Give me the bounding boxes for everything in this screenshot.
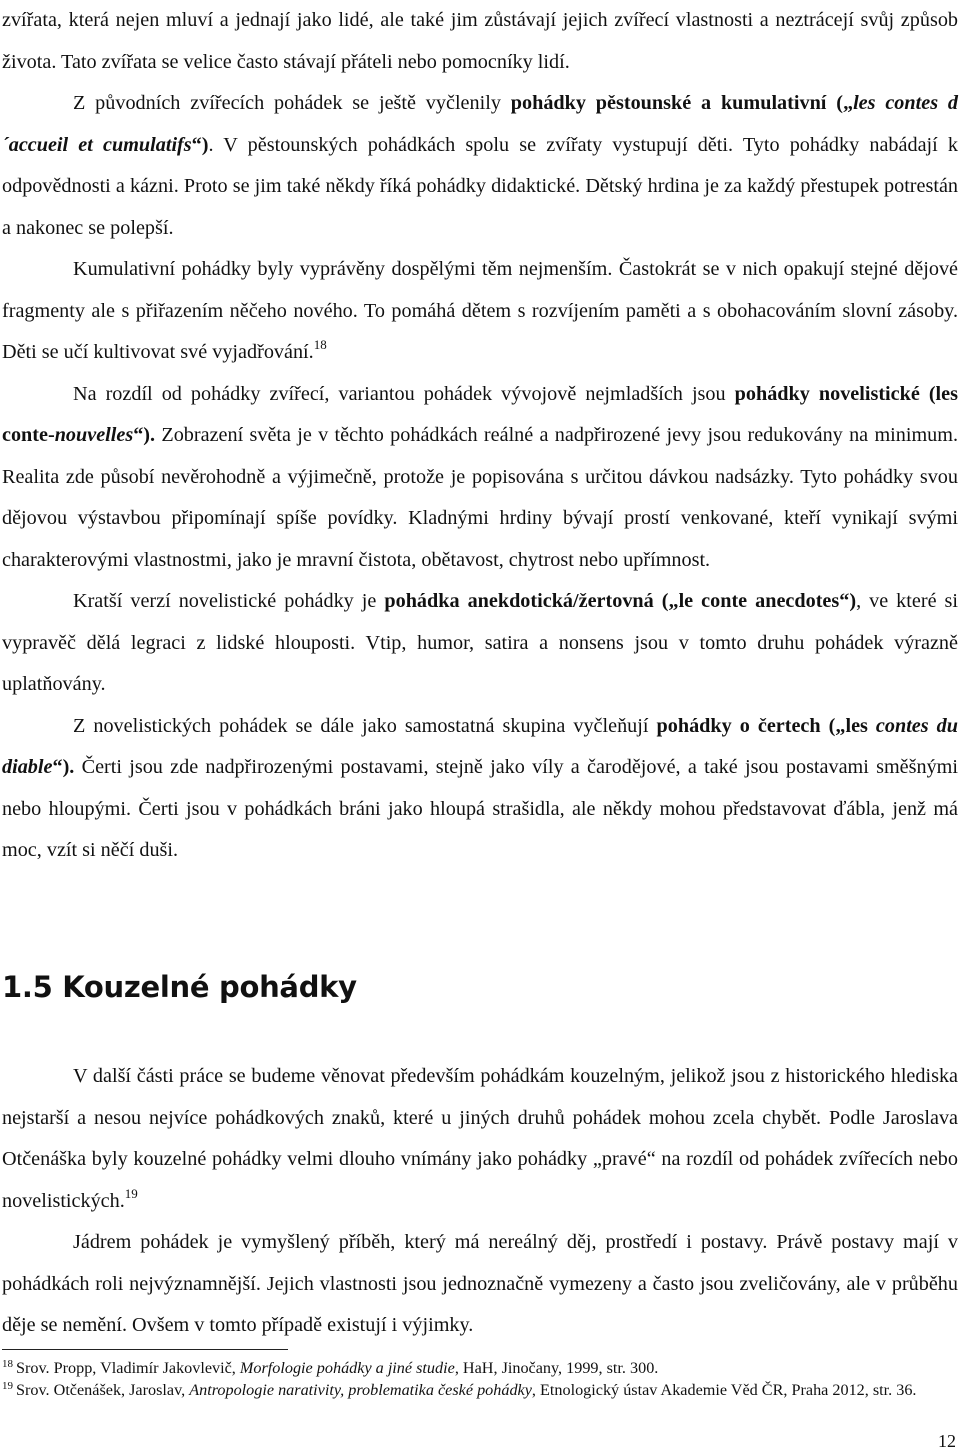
footnote-title: Antropologie narativity, problematika české pohádky bbox=[189, 1381, 532, 1399]
paragraph: zvířata, která nejen mluví a jednají jako lidé, ale také jim zůstávají jejich zvířecí vlastnosti a neztrácejí svůj způsob života. Tato zvířata se velice často stávají přáteli nebo pomocníky lidí. bbox=[2, 9, 958, 73]
footnote: $^{18}$ Srov. Propp, Vladimír Jakovlevič, Morfologie pohádky a jiné studie, HaH, Jinočany, 1999, str. 300. bbox=[2, 1358, 659, 1377]
footnotes bbox=[2, 1357, 958, 1401]
footnote: $^{19}$ Srov. Otčenášek, Jaroslav, Antropologie narativity, problematika české pohádky, Etnologický ústav Akademie Věd ČR, Praha 2012, str. 36. bbox=[2, 1380, 917, 1399]
paragraph: Kumulativní pohádky byly vyprávěny dospělými těm nejmenším. Častokrát se v nich opakují stejné dějové fragmenty ale s přiřazením něčeho nového. To pomáhá dětem s rozvíjením paměti a s obohacováním slovní zásoby. Děti se učí kultivovat své vyjadřování.$^{18}$ bbox=[2, 258, 958, 363]
body-text-top bbox=[2, 0, 958, 872]
paragraph: Z původních zvířecích pohádek se ještě vyčlenily pohádky pěstounské a kumulativní („les contes d´accueil et cumulatifs“). V pěstounských pohádkách spolu se zvířaty vystupují děti. Tyto pohádky nabádají k odpovědnosti a kázni. Proto se jim také někdy říká pohádky didaktické. Dětský hrdina je za každý přestupek potrestán a nakonec se polepší. bbox=[2, 92, 958, 239]
term-bold-italic: nouvelles bbox=[54, 424, 134, 446]
term-bold: pohádky novelistické (les conte- bbox=[2, 382, 958, 446]
term-bold-italic: contes du diable bbox=[2, 714, 958, 778]
footnote-number: 18 bbox=[2, 1358, 13, 1370]
paragraph: Kratší verzí novelistické pohádky je pohádka anekdotická/žertovná („le conte anecdotes“), ve které si vypravěč dělá legraci z lidské hlouposti. Vtip, humor, satira a nonsens jsou v tomto druhu pohádek výrazně uplatňovány. bbox=[2, 590, 959, 695]
footnote-ref: 18 bbox=[313, 337, 327, 352]
footnote-divider bbox=[2, 1349, 288, 1350]
paragraph: Na rozdíl od pohádky zvířecí, variantou pohádek vývojově nejmladších jsou pohádky novelistické (les conte-nouvelles“). Zobrazení světa je v těchto pohádkách reálné a nadpřirozené jevy jsou redukovány na minimum. Realita zde působí nevěrohodně a výjimečně, protože je popisována s určitou dávkou nadsázky. Tyto pohádky svou dějovou výstavbou připomínají spíše povídky. Kladnými hrdiny bývají prostí venkované, kteří vynikají svými charakterovými vlastnostmi, jako je mravní čistota, obětavost, chytrost nebo upřímnost. bbox=[2, 382, 958, 571]
page-number: 12 bbox=[938, 1431, 956, 1451]
footnote-title: Morfologie pohádky a jiné studie bbox=[239, 1359, 455, 1377]
footnote-number: 19 bbox=[2, 1380, 13, 1392]
term-bold-italic: les contes d´accueil et cumulatifs bbox=[2, 92, 958, 156]
term-bold: pohádky o čertech ( bbox=[656, 714, 836, 737]
term-bold: pohádka anekdotická/žertovná ( bbox=[384, 590, 669, 612]
section-heading: 1.5 Kouzelné pohádky bbox=[2, 970, 357, 1004]
term-bold: pohádky pěstounské a kumulativní ( bbox=[510, 92, 843, 114]
paragraph: Jádrem pohádek je vymyšlený příběh, který má nereálný děj, prostředí i postavy. Právě postavy mají v pohádkách roli nejvýznamnější. Jejich vlastnosti jsou jednoznačně vymezeny a často jsou zveličovány, ale v průběhu děje se nemění. Ovšem v tomto případě existují i výjimky. bbox=[2, 1231, 958, 1336]
paragraph: Z novelistických pohádek se dále jako samostatná skupina vyčleňují pohádky o čertech („les contes du diable“). Čerti jsou zde nadpřirozenými postavami, stejně jako víly a čarodějové, a také jsou postavami směšnými nebo hloupými. Čerti jsou v pohádkách bráni jako hloupá strašidla, ale někdy mohou představovat ďábla, jenž má moc, vzít si něčí duši. bbox=[2, 714, 958, 861]
body-text-bottom bbox=[2, 1056, 958, 1347]
paragraph: V další části práce se budeme věnovat především pohádkám kouzelným, jelikož jsou z historického hlediska nejstarší a nesou nejvíce pohádkových znaků, které u jiných druhů pohádek mohou zcela chybět. Podle Jaroslava Otčenáška byly kouzelné pohádky velmi dlouho vnímány jako pohádky „pravé“ na rozdíl od pohádek zvířecích nebo novelistických.$^{19}$ bbox=[2, 1065, 958, 1212]
footnote-ref: 19 bbox=[124, 1185, 138, 1201]
